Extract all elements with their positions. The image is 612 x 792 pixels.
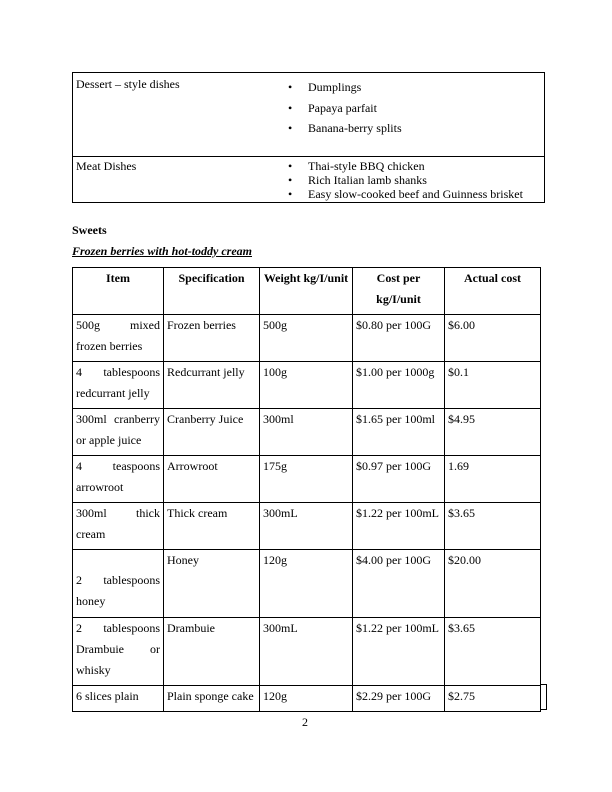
category-name: Dessert – style dishes <box>76 77 180 91</box>
actual-cost-cell: $3.65 <box>445 618 541 686</box>
table-divider <box>73 156 544 157</box>
actual-cost-cell: 1.69 <box>445 456 541 503</box>
specification-cell: Arrowroot <box>164 456 260 503</box>
cost-cell: $0.80 per 100G <box>353 315 445 362</box>
dish-item: • Papaya parfait <box>288 98 402 119</box>
table-header-row <box>73 268 541 315</box>
table-row <box>73 362 541 409</box>
cost-cell: $2.29 per 100G <box>353 686 445 712</box>
weight-cell: 300mL <box>260 618 353 686</box>
column-header: Item <box>73 268 164 315</box>
column-header: Actual cost <box>445 268 541 315</box>
weight-cell: 100g <box>260 362 353 409</box>
page-number: 2 <box>302 715 308 729</box>
section-heading: Sweets <box>72 223 107 237</box>
cost-cell: $4.00 per 100G <box>353 550 445 618</box>
dish-item: • Thai-style BBQ chicken <box>288 159 523 173</box>
dish-item: • Dumplings <box>288 77 402 98</box>
item-cell: 300ml cranberry or apple juice <box>73 409 164 456</box>
table-row <box>73 550 541 618</box>
table-row <box>73 409 541 456</box>
specification-cell: Frozen berries <box>164 315 260 362</box>
cost-cell: $1.22 per 100mL <box>353 618 445 686</box>
cost-cell: $1.00 per 1000g <box>353 362 445 409</box>
table-row <box>73 456 541 503</box>
actual-cost-cell: $6.00 <box>445 315 541 362</box>
ingredient-cost-table <box>72 267 541 712</box>
actual-cost-cell: $20.00 <box>445 550 541 618</box>
actual-cost-cell: $2.75 <box>445 686 541 712</box>
item-cell: 300ml thick cream <box>73 503 164 550</box>
table-row <box>73 503 541 550</box>
specification-cell: Cranberry Juice <box>164 409 260 456</box>
actual-cost-cell: $0.1 <box>445 362 541 409</box>
specification-cell: Plain sponge cake <box>164 686 260 712</box>
category-dish-list <box>288 77 402 139</box>
cost-cell: $1.22 per 100mL <box>353 503 445 550</box>
column-header: Weight kg/I/unit <box>260 268 353 315</box>
menu-categories-table <box>72 72 545 203</box>
column-header: Specification <box>164 268 260 315</box>
specification-cell: Drambuie <box>164 618 260 686</box>
specification-cell: Honey <box>164 550 260 618</box>
table-edge-cap <box>540 684 547 710</box>
cost-cell: $0.97 per 100G <box>353 456 445 503</box>
item-cell: 500g mixed frozen berries <box>73 315 164 362</box>
item-cell: 4 tablespoons redcurrant jelly <box>73 362 164 409</box>
weight-cell: 500g <box>260 315 353 362</box>
item-cell: 6 slices plain <box>73 686 164 712</box>
table-row <box>73 686 541 712</box>
weight-cell: 175g <box>260 456 353 503</box>
table-row <box>73 618 541 686</box>
column-header: Cost per kg/I/unit <box>353 268 445 315</box>
actual-cost-cell: $3.65 <box>445 503 541 550</box>
cost-cell: $1.65 per 100ml <box>353 409 445 456</box>
recipe-title: Frozen berries with hot-toddy cream <box>72 244 253 258</box>
item-cell: 4 teaspoons arrowroot <box>73 456 164 503</box>
specification-cell: Redcurrant jelly <box>164 362 260 409</box>
item-cell: 2 tablespoons Drambuie or whisky <box>73 618 164 686</box>
weight-cell: 120g <box>260 550 353 618</box>
category-name: Meat Dishes <box>76 159 137 173</box>
weight-cell: 120g <box>260 686 353 712</box>
specification-cell: Thick cream <box>164 503 260 550</box>
weight-cell: 300ml <box>260 409 353 456</box>
table-row <box>73 315 541 362</box>
actual-cost-cell: $4.95 <box>445 409 541 456</box>
weight-cell: 300mL <box>260 503 353 550</box>
item-cell: 2 tablespoons honey <box>73 550 164 618</box>
dish-item: • Easy slow-cooked beef and Guinness brisket <box>288 187 523 201</box>
dish-item: • Rich Italian lamb shanks <box>288 173 523 187</box>
dish-item: • Banana-berry splits <box>288 118 402 139</box>
category-dish-list <box>288 159 523 201</box>
